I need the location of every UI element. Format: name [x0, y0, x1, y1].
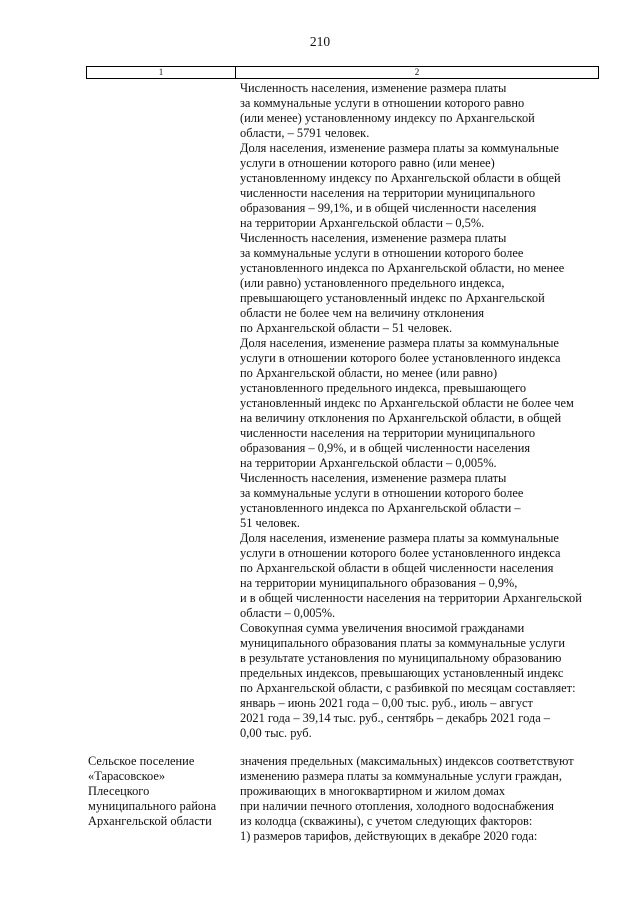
column-2-text-top: Численность населения, изменение размера платы за коммунальные услуги в отношении которого равно (или менее) установленному индексу по Архангельской области, – 5791 человек. Доля населения, изменение размера платы за коммунальные услуги в отношении которого равно (или менее) установленному индексу по Архангельской области в общей численности населения на территории муниципального образования – 99,1%, и в общей численности населения на территории Архангельской области – 0,5%. Численность населения, изменение размера платы за коммунальные услуги в отношении которого более установленного индекса по Архангельской области, но менее (или равно) установленного предельного индекса, превышающего установленный индекс по Архангельской области не более чем на величину отклонения по Архангельской области – 51 человек. Доля населения, изменение размера платы за коммунальные услуги в отношении которого более установленного индекса по Архангельской области, но менее (или равно) установленного предельного индекса, превышающего установленный индекс по Архангельской области не более чем на величину отклонения по Архангельской области, в общей численности населения на территории муниципального образования – 0,9%, и в общей численности населения на территории Архангельской области – 0,005%. Численность населения, изменение размера платы за коммунальные услуги в отношении которого более установленного индекса по Архангельской области – 51 человек. Доля населения, изменение размера платы за коммунальные услуги в отношении которого более установленного индекса по Архангельской области в общей численности населения на территории муниципального образования – 0,9%, и в общей численности населения на территории Архангельской области – 0,005%. Совокупная сумма увеличения вносимой гражданами муниципального образования платы за коммунальные услуги в результате установления по муниципальному образованию предельных индексов, превышающих установленный индекс по Архангельской области, с разбивкой по месяцам составляет: январь – июнь 2021 года – 0,00 тыс. руб., июль – август 2021 года – 39,14 тыс. руб., сентябрь – декабрь 2021 года – 0,00 тыс. руб. [240, 81, 582, 740]
page-number: 210 [309, 34, 331, 49]
municipality-name: Сельское поселение «Тарасовское» Плесецкого муниципального района Архангельской области [88, 754, 217, 828]
column-1-header: 1 [87, 67, 236, 78]
column-2-text-bottom: значения предельных (максимальных) индексов соответствуют изменению размера платы за коммунальные услуги граждан, проживающих в многоквартирном и жилом домах при наличии печного отопления, холодного водоснабжения из колодца (скважины), с учетом следующих факторов: 1) размеров тарифов, действующих в декабре 2020 года: [240, 754, 574, 843]
table-header-row [86, 66, 599, 79]
column-2-header: 2 [414, 67, 420, 77]
